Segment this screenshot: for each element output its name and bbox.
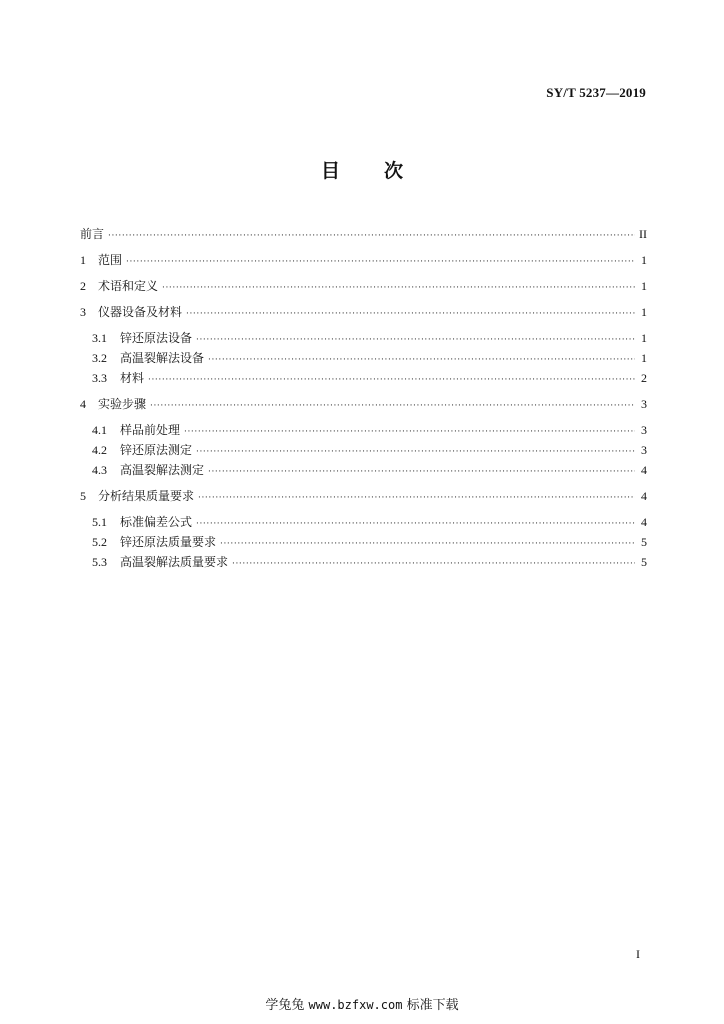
- page-title: 目次: [320, 160, 447, 182]
- toc-entry-number: 2: [80, 279, 86, 293]
- toc-entry-4[interactable]: [80, 394, 647, 414]
- toc-entry-number: 5.1: [92, 515, 107, 529]
- toc-entry-label: 样品前处理: [120, 423, 181, 437]
- toc-entry-number: 1: [80, 253, 86, 267]
- toc-leader-dots: [162, 278, 635, 298]
- footer-watermark: [0, 994, 724, 1013]
- toc-entry-label: 实验步骤: [98, 397, 147, 411]
- toc-entry-page: 1: [641, 305, 647, 319]
- toc-entry-5-1[interactable]: [80, 512, 647, 532]
- toc-entry-page: 1: [641, 279, 647, 293]
- toc-entry-3[interactable]: [80, 302, 647, 322]
- toc-leader-dots: [208, 350, 635, 370]
- toc-entry-number: 3: [80, 305, 86, 319]
- toc-entry-4-3[interactable]: [80, 460, 647, 480]
- toc-entry-label: 前言: [80, 227, 105, 241]
- toc-entry-page: 3: [641, 397, 647, 411]
- toc-entry-label: 高温裂解法设备: [120, 351, 205, 365]
- toc-entry-number: 3.2: [92, 351, 107, 365]
- toc-entry-page: 3: [641, 443, 647, 457]
- toc-entry-page: 3: [641, 423, 647, 437]
- toc-entry-page: 5: [641, 535, 647, 549]
- toc-entry-4-1[interactable]: [80, 420, 647, 440]
- toc-leader-dots: [108, 226, 635, 246]
- toc-entry-2[interactable]: [80, 276, 647, 296]
- toc-entry-page: 1: [641, 351, 647, 365]
- toc-entry-number: 4: [80, 397, 86, 411]
- toc-entry-5-3[interactable]: [80, 552, 647, 572]
- toc-entry-number: 5: [80, 489, 86, 503]
- toc-entry-1[interactable]: [80, 250, 647, 270]
- toc-entry-label: 材料: [120, 371, 145, 385]
- toc-entry-label: 分析结果质量要求: [98, 489, 195, 503]
- toc-leader-dots: [126, 252, 635, 272]
- toc-entry-3-1[interactable]: [80, 328, 647, 348]
- footer-brand: 学兔兔: [265, 998, 305, 1013]
- toc-entry-page: 4: [641, 489, 647, 503]
- toc-leader-dots: [198, 488, 635, 508]
- toc-leader-dots: [232, 554, 635, 574]
- toc-entry-number: 4.3: [92, 463, 107, 477]
- toc-entry-label: 高温裂解法测定: [120, 463, 205, 477]
- page-number: I: [636, 947, 640, 961]
- toc-entry-label: 高温裂解法质量要求: [120, 555, 229, 569]
- toc-entry-page: 4: [641, 463, 647, 477]
- table-of-contents: [80, 224, 647, 572]
- toc-entry-page: 5: [641, 555, 647, 569]
- toc-entry-foreword[interactable]: [80, 224, 647, 244]
- toc-entry-label: 术语和定义: [98, 279, 159, 293]
- toc-entry-number: 3.1: [92, 331, 107, 345]
- footer-site-link[interactable]: www.bzfxw.com: [308, 998, 403, 1012]
- toc-leader-dots: [196, 442, 635, 462]
- toc-entry-5[interactable]: [80, 486, 647, 506]
- footer-tagline: 标准下载: [406, 998, 459, 1013]
- toc-entry-page: 2: [641, 371, 647, 385]
- toc-leader-dots: [220, 534, 635, 554]
- toc-entry-3-3[interactable]: [80, 368, 647, 388]
- toc-entry-label: 仪器设备及材料: [98, 305, 183, 319]
- toc-entry-label: 标准偏差公式: [120, 515, 193, 529]
- toc-leader-dots: [184, 422, 635, 442]
- toc-entry-4-2[interactable]: [80, 440, 647, 460]
- toc-entry-number: 4.1: [92, 423, 107, 437]
- toc-entry-page: 1: [641, 253, 647, 267]
- toc-leader-dots: [196, 514, 635, 534]
- toc-leader-dots: [150, 396, 635, 416]
- toc-entry-label: 锌还原法质量要求: [120, 535, 217, 549]
- toc-entry-number: 5.3: [92, 555, 107, 569]
- toc-entry-label: 锌还原法测定: [120, 443, 193, 457]
- toc-entry-label: 锌还原法设备: [120, 331, 193, 345]
- toc-entry-number: 4.2: [92, 443, 107, 457]
- toc-entry-page: 1: [641, 331, 647, 345]
- toc-entry-5-2[interactable]: [80, 532, 647, 552]
- toc-entry-page: 4: [641, 515, 647, 529]
- toc-entry-3-2[interactable]: [80, 348, 647, 368]
- toc-entry-number: 3.3: [92, 371, 107, 385]
- toc-leader-dots: [186, 304, 635, 324]
- toc-entry-label: 范围: [98, 253, 123, 267]
- toc-entry-page: II: [639, 227, 647, 241]
- toc-leader-dots: [196, 330, 635, 350]
- toc-leader-dots: [208, 462, 635, 482]
- standard-number: SY/T 5237—2019: [546, 85, 646, 100]
- toc-leader-dots: [148, 370, 635, 390]
- toc-entry-number: 5.2: [92, 535, 107, 549]
